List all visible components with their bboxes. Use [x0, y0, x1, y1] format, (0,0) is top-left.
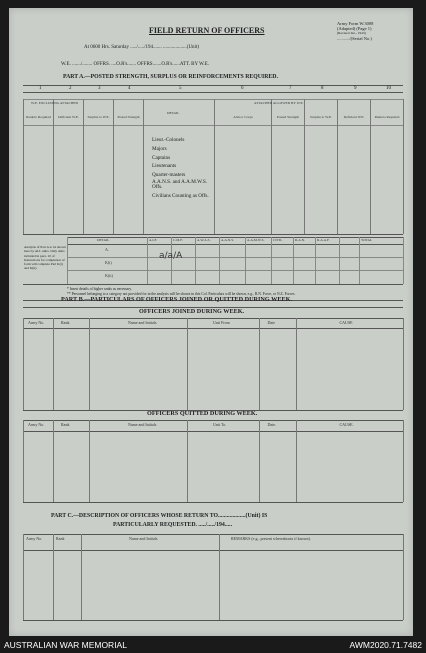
column-header: Posted Strength: [276, 115, 300, 119]
rule: [23, 420, 403, 421]
rule: [23, 85, 403, 86]
rank-item: A.A.N.S. and A.A.M.W.S. Offs.: [152, 178, 208, 191]
quitted-col-line: [89, 420, 90, 502]
quitted-title: OFFICERS QUITTED DURING WEEK.: [147, 410, 258, 417]
quitted-header: Army No.: [28, 422, 45, 427]
analysis-header: A.A.N.S.: [221, 238, 235, 242]
analysis-col-line: [339, 237, 340, 284]
column-line: [271, 99, 272, 234]
joined-header: Rank: [61, 320, 70, 325]
footer-left: AUSTRALIAN WAR MEMORIAL: [4, 640, 127, 650]
analysis-col-line: [147, 237, 148, 284]
analysis-col-line: [195, 237, 196, 284]
form-title: FIELD RETURN OF OFFICERS: [149, 26, 265, 35]
column-number: 5: [179, 86, 182, 91]
quitted-col-line: [296, 420, 297, 502]
column-header: Rank/to Required: [26, 115, 51, 119]
analysis-col-line: [67, 237, 68, 284]
analysis-col-line: [403, 237, 404, 284]
column-number: 7: [289, 86, 292, 91]
analysis-header: A.W.A.S.: [197, 238, 211, 242]
analysis-row-label: K(ii): [105, 273, 113, 278]
joined-col-line: [53, 318, 54, 410]
rank-item: Lieutenants: [152, 163, 177, 170]
we-excluding-header: W.E. EXCLUDING ATTACHED: [31, 101, 79, 105]
column-line: [53, 99, 54, 234]
rule: [23, 328, 403, 329]
handwritten-mark: [159, 245, 182, 263]
joined-col-line: [403, 318, 404, 410]
column-number: 1: [39, 86, 42, 91]
joined-col-line: [187, 318, 188, 410]
part-c-col-line: [81, 534, 82, 620]
column-header: Deficient W.E.: [58, 115, 79, 119]
rank-item: Captains: [152, 154, 171, 161]
joined-col-line: [89, 318, 90, 410]
joined-col-line: [296, 318, 297, 410]
ranks-list: [152, 136, 214, 199]
joined-col-line: [23, 318, 24, 410]
quitted-col-line: [53, 420, 54, 502]
footnote: * Insert details of higher ranks as necessary.: [67, 287, 132, 291]
column-line: [337, 99, 338, 234]
army-form-line: (Revised Jan., 1943): [337, 31, 366, 35]
part-c-col-line: [219, 534, 220, 620]
column-number: 6: [241, 86, 244, 91]
rule: [23, 502, 403, 503]
handwritten-text: a/a/A: [159, 251, 183, 261]
rank-item: Civilians Counting as Offs.: [152, 192, 209, 199]
joined-header: CAUSE: [339, 320, 353, 325]
analysis-header: CIVIL: [273, 238, 283, 242]
we-line: W.E. ......./........ OFFRS. ....O.R's....... OFFRS.......O.R's......ATT. BY W.E.: [61, 62, 209, 67]
rule: [23, 125, 403, 126]
column-line: [370, 99, 371, 234]
rank-item: Majors: [152, 145, 167, 152]
joined-header: Army No.: [28, 320, 45, 325]
column-line: [143, 99, 144, 234]
analysis-col-line: [359, 237, 360, 284]
rule: [67, 270, 403, 271]
quitted-header: CAUSE.: [339, 422, 354, 427]
analysis-col-line: [271, 237, 272, 284]
column-number: 3: [98, 86, 101, 91]
analysis-note: Analysis of Part A to be shown here by ALL units. Only units included in para. 10 of Instructions for completion of form will complete Part K(i) and K(ii).: [24, 245, 67, 271]
rule: [67, 257, 403, 258]
analysis-row-label: A.: [105, 247, 109, 252]
footer-right: AWM2020.71.7482: [349, 640, 422, 650]
analysis-row-label: K(i): [105, 260, 112, 265]
joined-header: Date: [267, 320, 276, 325]
column-header: Surplus to W.E.: [310, 115, 332, 119]
form-page: [9, 8, 413, 636]
column-line: [214, 99, 215, 234]
footnote: ** Personnel belonging to a category not provided for in the analysis will be shown in this Col. Particulars will be shown, e.g., R.N. Force, or N.Z. Forces.: [67, 292, 296, 296]
column-number: 8: [321, 86, 324, 91]
rule: [23, 234, 403, 235]
quitted-col-line: [259, 420, 260, 502]
analysis-col-line: [245, 237, 246, 284]
part-c-col-line: [403, 534, 404, 620]
part-c-header: Name and Initials: [129, 536, 158, 541]
part-c-line1: PART C.—DESCRIPTION OF OFFICERS WHOSE RETURN TO...................(Unit) IS: [51, 513, 268, 519]
column-line: [23, 99, 24, 234]
rule: [23, 431, 403, 432]
quitted-col-line: [403, 420, 404, 502]
rule: [23, 99, 403, 100]
army-form-line: Army Form W.3008: [337, 21, 374, 26]
time-line: At 0600 Hrs. Saturday ...../...../194....... ...................(Unit): [84, 45, 199, 50]
column-header: Arm or Corps: [233, 115, 253, 119]
column-line: [113, 99, 114, 234]
analysis-header: A.A.M.W.S.: [247, 238, 265, 242]
analysis-header: C.M.F.: [173, 238, 183, 242]
rank-item: Quarter-masters: [152, 172, 186, 179]
column-header: Posted Strength: [117, 115, 140, 119]
quitted-header: Unit To.: [213, 422, 227, 427]
attached-allowed-header: ATTACHED ALLOWED BY W.E.: [254, 101, 304, 105]
column-header: Deficient W.E.: [343, 115, 365, 119]
rule: [23, 92, 403, 93]
analysis-header: TOTAL: [361, 238, 373, 242]
serial-number: .........../(Serial No.): [337, 36, 372, 41]
column-header: Rank/to Required: [374, 115, 400, 119]
analysis-header: A.I.F.: [149, 238, 157, 242]
quitted-header: Date.: [267, 422, 277, 427]
detail-header: DETAIL: [167, 111, 180, 115]
part-c-line2: PARTICULARLY REQUESTED. ...../...../194.....: [113, 522, 233, 528]
joined-header: Unit From: [213, 320, 230, 325]
quitted-col-line: [23, 420, 24, 502]
column-line: [304, 99, 305, 234]
analysis-col-line: [315, 237, 316, 284]
rule: [23, 318, 403, 319]
quitted-header: Rank: [61, 422, 70, 427]
part-a-title: PART A.—POSTED STRENGTH, SURPLUS OR REINFORCEMENTS REQUIRED.: [63, 74, 278, 80]
rule: [23, 534, 403, 535]
analysis-header: R.A.A.F.: [317, 238, 330, 242]
rule: [23, 550, 403, 551]
part-c-header: REMARKS (e.g., present whereabouts if known).: [231, 536, 311, 541]
column-number: 2: [69, 86, 72, 91]
quitted-header: Name and Initials: [128, 422, 157, 427]
rule: [67, 244, 403, 245]
part-c-header: Rank: [56, 536, 65, 541]
column-number: 10: [386, 86, 391, 91]
rule: [23, 284, 403, 285]
column-number: 4: [128, 86, 131, 91]
part-b-title: PART B.—PARTICULARS OF OFFICERS JOINED OR QUITTED DURING WEEK.: [61, 296, 292, 303]
column-header: Surplus to W.E.: [87, 115, 110, 119]
part-c-col-line: [53, 534, 54, 620]
part-c-header: Army No.: [26, 536, 43, 541]
column-line: [403, 99, 404, 234]
part-c-col-line: [23, 534, 24, 620]
army-form-number: [337, 21, 373, 41]
army-form-line: (Adapted) (Page 1): [337, 26, 372, 31]
analysis-col-line: [219, 237, 220, 284]
joined-header: Name and Initials: [128, 320, 157, 325]
joined-title: OFFICERS JOINED DURING WEEK.: [139, 308, 245, 315]
rule: [67, 237, 403, 238]
analysis-header: R.A.N.: [295, 238, 306, 242]
analysis-col-line: [293, 237, 294, 284]
rule: [23, 620, 403, 621]
joined-col-line: [259, 318, 260, 410]
analysis-header: DETAIL: [97, 238, 110, 242]
quitted-col-line: [187, 420, 188, 502]
rank-item: Lieut.-Colonels: [152, 137, 185, 143]
column-number: 9: [354, 86, 357, 91]
column-line: [83, 99, 84, 234]
